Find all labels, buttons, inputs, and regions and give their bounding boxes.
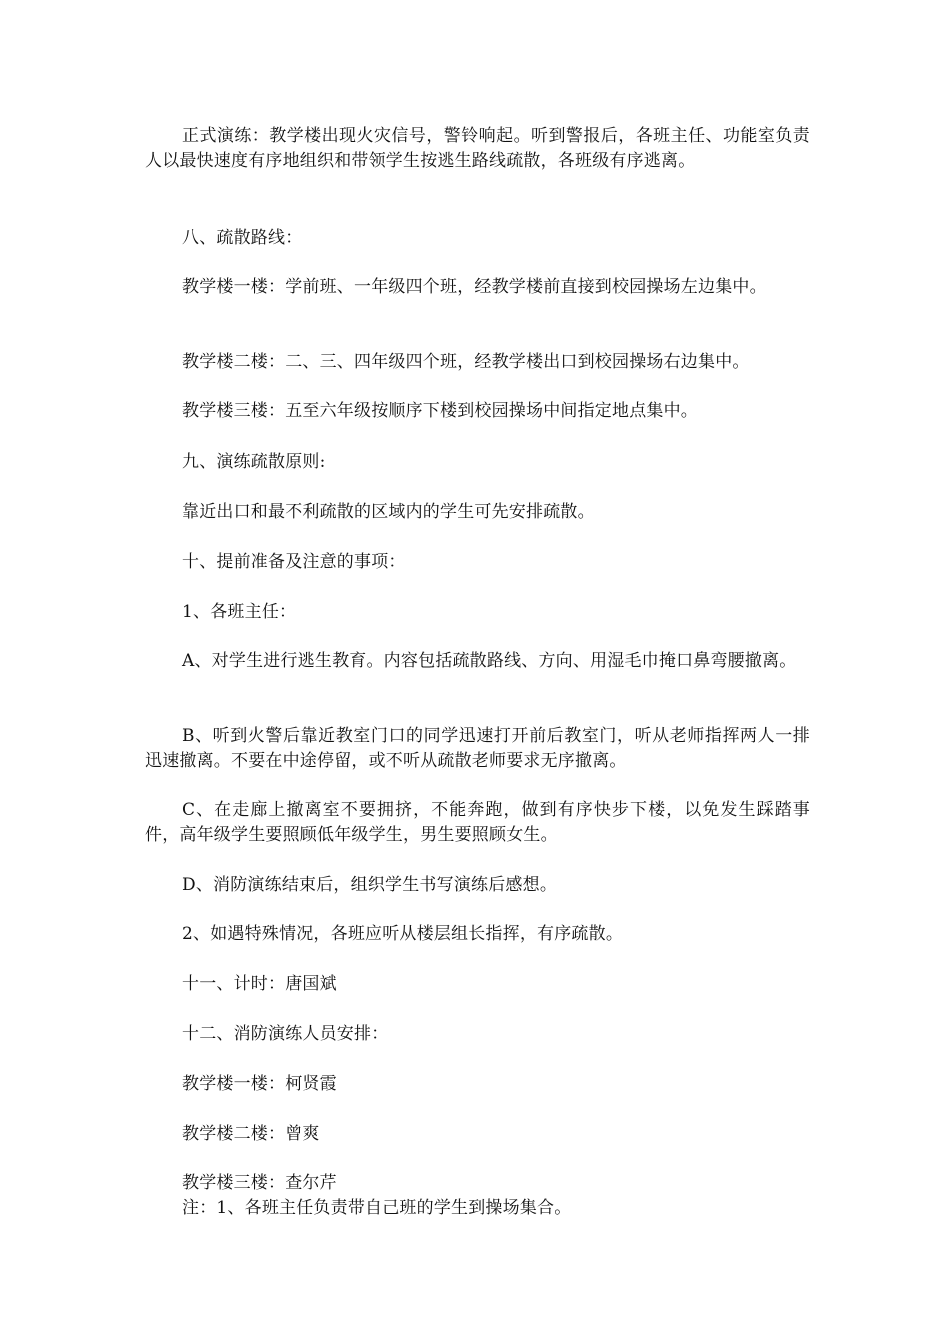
- paragraph-formal-drill: 正式演练：教学楼出现火灾信号，警铃响起。听到警报后，各班主任、功能室负责人以最快速度有序地组织和带领学生按逃生路线疏散，各班级有序逃离。: [145, 126, 810, 171]
- paragraph-staff-floor-3: 教学楼三楼：查尔芹: [182, 1173, 337, 1193]
- paragraph-item-b: B、听到火警后靠近教室门口的同学迅速打开前后教室门，听从老师指挥两人一排迅速撤离。不要在中途停留，或不听从疏散老师要求无序撤离。: [145, 726, 810, 771]
- paragraph-route-floor-2: 教学楼二楼：二、三、四年级四个班，经教学楼出口到校园操场右边集中。: [182, 352, 750, 372]
- paragraph-route-floor-3: 教学楼三楼：五至六年级按顺序下楼到校园操场中间指定地点集中。: [182, 401, 698, 421]
- heading-preparations: 十、提前准备及注意的事项：: [182, 552, 406, 572]
- paragraph-item-c: C、在走廊上撤离室不要拥挤，不能奔跑，做到有序快步下楼，以免发生踩踏事件，高年级学生要照顾低年级学生，男生要照顾女生。: [145, 800, 810, 845]
- paragraph-route-floor-1: 教学楼一楼：学前班、一年级四个班，经教学楼前直接到校园操场左边集中。: [182, 277, 767, 297]
- heading-evacuation-routes: 八、疏散路线：: [182, 228, 303, 248]
- paragraph-principle: 靠近出口和最不利疏散的区域内的学生可先安排疏散。: [182, 502, 595, 522]
- paragraph-item-d: D、消防演练结束后，组织学生书写演练后感想。: [182, 875, 558, 895]
- heading-staff-arrangement: 十二、消防演练人员安排：: [182, 1024, 389, 1044]
- paragraph-note: 注：1、各班主任负责带自己班的学生到操场集合。: [182, 1198, 572, 1218]
- paragraph-special-cases: 2、如遇特殊情况，各班应听从楼层组长指挥，有序疏散。: [182, 924, 624, 944]
- heading-class-teachers: 1、各班主任：: [182, 602, 297, 622]
- paragraph-staff-floor-1: 教学楼一楼：柯贤霞: [182, 1074, 337, 1094]
- paragraph-item-a: A、对学生进行逃生教育。内容包括疏散路线、方向、用湿毛巾掩口鼻弯腰撤离。: [182, 651, 797, 671]
- heading-evacuation-principles: 九、演练疏散原则:: [182, 452, 326, 472]
- heading-timing: 十一、计时：唐国斌: [182, 974, 337, 994]
- paragraph-staff-floor-2: 教学楼二楼：曾爽: [182, 1124, 320, 1144]
